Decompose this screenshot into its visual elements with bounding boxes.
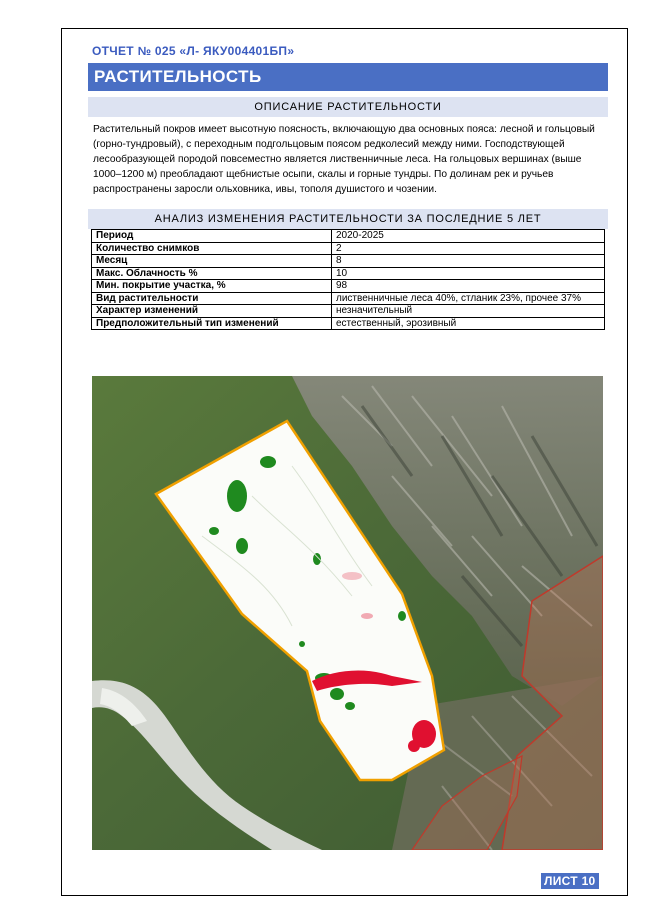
- table-row: [92, 280, 605, 293]
- row-key: Предположительный тип изменений: [92, 317, 332, 330]
- row-value: лиственничные леса 40%, стланик 23%, прочее 37%: [332, 292, 605, 305]
- section-title: РАСТИТЕЛЬНОСТЬ: [88, 63, 608, 91]
- report-id: ОТЧЕТ № 025 «Л- ЯКУ004401БП»: [92, 44, 295, 58]
- row-value: 2020-2025: [332, 230, 605, 243]
- table-row: [92, 292, 605, 305]
- row-value: 98: [332, 280, 605, 293]
- description-text: Растительный покров имеет высотную поясность, включающую два основных пояса: лесной и гольцовый (горно-тундровый), с переходным подгольцовым поясом редколесий между ними. Господствующей лесообразующей породой повсеместно является лиственничные леса. На гольцовых вершинах (выше 1000–1200 м) преобладают щебнистые осыпи, скалы и горные тундры. По долинам рек и ручьев распространены заросли ольховника, ивы, тополя душистого и чозении.: [93, 124, 595, 195]
- table-row: [92, 317, 605, 330]
- sheet-number: ЛИСТ 10: [541, 873, 599, 889]
- table-row: [92, 242, 605, 255]
- row-value: 10: [332, 267, 605, 280]
- row-key: Месяц: [92, 255, 332, 268]
- row-key: Макс. Облачность %: [92, 267, 332, 280]
- row-key: Мин. покрытие участка, %: [92, 280, 332, 293]
- analysis-table: [91, 229, 605, 330]
- row-value: естественный, эрозивный: [332, 317, 605, 330]
- satellite-map: [92, 376, 603, 850]
- row-key: Вид растительности: [92, 292, 332, 305]
- table-row: [92, 267, 605, 280]
- analysis-heading: АНАЛИЗ ИЗМЕНЕНИЯ РАСТИТЕЛЬНОСТИ ЗА ПОСЛЕДНИЕ 5 ЛЕТ: [88, 209, 608, 229]
- row-key: Период: [92, 230, 332, 243]
- row-key: Характер изменений: [92, 305, 332, 318]
- table-row: [92, 305, 605, 318]
- row-value: 2: [332, 242, 605, 255]
- row-key: Количество снимков: [92, 242, 332, 255]
- description-heading: ОПИСАНИЕ РАСТИТЕЛЬНОСТИ: [88, 97, 608, 117]
- table-row: [92, 230, 605, 243]
- table-row: [92, 255, 605, 268]
- row-value: незначительный: [332, 305, 605, 318]
- row-value: 8: [332, 255, 605, 268]
